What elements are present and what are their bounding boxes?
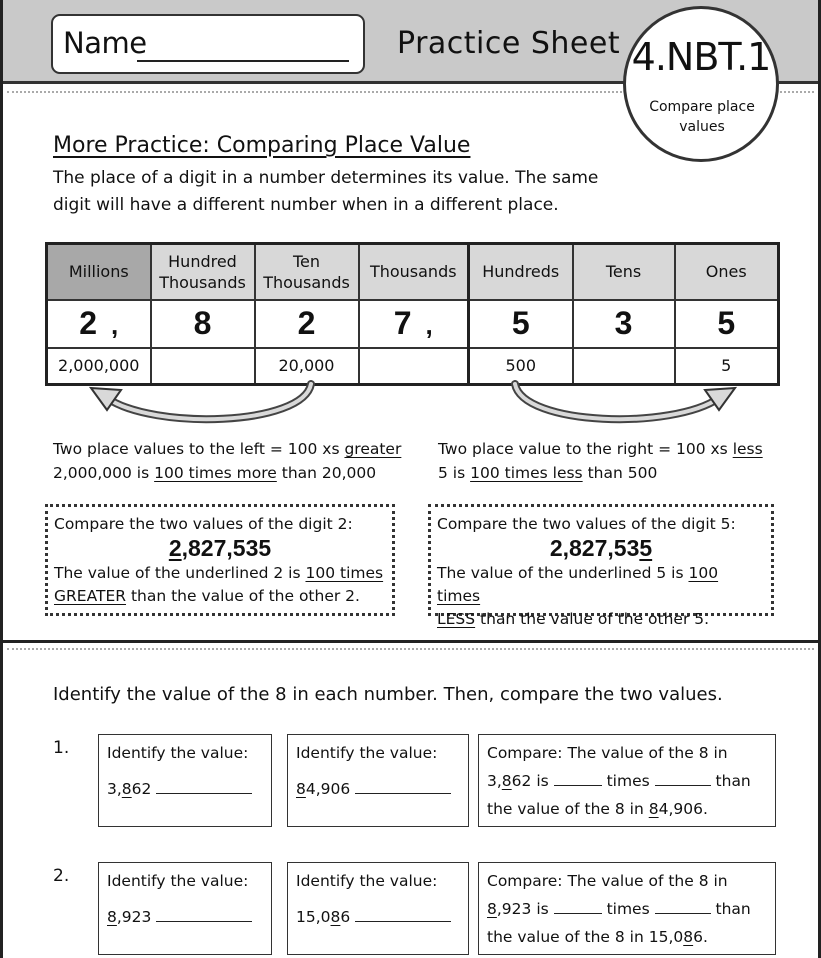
name-line <box>137 60 349 62</box>
value-cell: 20,000 <box>255 348 359 385</box>
compare-line-3 <box>487 923 767 951</box>
standard-code: 4.NBT.1 <box>631 35 771 79</box>
answer-blank[interactable] <box>355 910 451 922</box>
text: is <box>531 772 554 790</box>
header-hundreds: Hundreds <box>469 244 573 300</box>
text: . <box>702 928 708 946</box>
sheet-title: Practice Sheet <box>397 26 621 61</box>
right-note <box>438 437 763 485</box>
number-start: 2,827,53 <box>549 535 640 561</box>
digit: 3 <box>614 305 633 341</box>
right-note-line-2 <box>438 461 763 485</box>
text: than <box>710 772 751 790</box>
text: . <box>702 800 708 818</box>
text: The value of the underlined 5 is <box>437 564 689 582</box>
compare-line-1 <box>54 562 386 585</box>
text: Two place values to the left = 100 xs <box>53 440 345 458</box>
digit: 5 <box>511 305 530 341</box>
identify-number <box>296 775 460 803</box>
header-thousands: Thousands <box>359 244 469 300</box>
text: 2,000,000 is <box>53 464 155 482</box>
table-value-row <box>47 348 779 385</box>
underlined-text: greater <box>344 440 402 458</box>
text: than <box>710 900 751 918</box>
underlined-text: GREATER <box>54 587 127 605</box>
problem-2-compare-box[interactable] <box>478 862 776 955</box>
compare-line-2 <box>437 608 765 631</box>
text: the value of the 8 in <box>487 928 649 946</box>
problem-1-number: 1. <box>53 738 70 758</box>
compare-line-2 <box>487 767 767 795</box>
compare-line-1: Compare: The value of the 8 in <box>487 744 728 762</box>
compare-line-1 <box>437 562 765 608</box>
answer-blank[interactable] <box>156 782 252 794</box>
number-rest: ,827,535 <box>181 535 272 561</box>
value-cell: 5 <box>675 348 779 385</box>
problem-1-identify-box-2[interactable] <box>287 734 469 827</box>
text: 15,0 <box>296 908 331 926</box>
compare-line-2 <box>54 585 386 608</box>
text: The value of the underlined 2 is <box>54 564 306 582</box>
digit-cell <box>255 300 359 348</box>
text: 6 <box>693 928 703 946</box>
underlined-digit: 2 <box>168 535 182 561</box>
table-header-row <box>47 244 779 300</box>
dotted-divider-middle <box>7 648 814 650</box>
underlined-digit: 8 <box>487 900 497 918</box>
identify-label: Identify the value: <box>296 872 438 890</box>
digit-cell <box>47 300 151 348</box>
underlined-digit: 8 <box>683 928 694 946</box>
text: 5 is <box>438 464 471 482</box>
right-note-line-1 <box>438 437 763 461</box>
compare-line-2 <box>487 895 767 923</box>
value-cell <box>151 348 255 385</box>
identify-number <box>107 903 263 931</box>
header-ten-thousands: Ten Thousands <box>255 244 359 300</box>
value-cell: 2,000,000 <box>47 348 151 385</box>
section-separator <box>3 640 818 643</box>
comparison-blank[interactable] <box>655 902 711 914</box>
left-note-line-2 <box>53 461 401 485</box>
identify-label: Identify the value: <box>107 744 249 762</box>
compare-prompt: Compare the two values of the digit 2: <box>54 515 353 533</box>
digit-cell <box>359 300 469 348</box>
name-field-box[interactable] <box>51 14 365 74</box>
underlined-text: 100 times less <box>470 464 583 482</box>
problem-2-identify-box-1[interactable] <box>98 862 272 955</box>
value-cell: 500 <box>469 348 573 385</box>
table-digit-row <box>47 300 779 348</box>
compare-line-1: Compare: The value of the 8 in <box>487 872 728 890</box>
answer-blank[interactable] <box>156 910 252 922</box>
value-cell <box>359 348 469 385</box>
comma: , <box>425 310 433 340</box>
compare-number <box>54 536 386 561</box>
left-note-line-1 <box>53 437 401 461</box>
identify-label: Identify the value: <box>107 872 249 890</box>
underlined-digit: 8 <box>330 908 341 926</box>
text: is <box>531 900 554 918</box>
left-note <box>53 437 401 485</box>
digit-cell <box>469 300 573 348</box>
text: than 20,000 <box>276 464 377 482</box>
problem-2-identify-box-2[interactable] <box>287 862 469 955</box>
text: 62 <box>131 780 152 798</box>
digit: 8 <box>193 305 212 341</box>
underlined-text: 100 times more <box>154 464 277 482</box>
text: the value of the 8 in <box>487 800 649 818</box>
standard-description: Compare place values <box>649 99 755 135</box>
instructions: Identify the value of the 8 in each number. Then, compare the two values. <box>53 684 723 705</box>
answer-blank[interactable] <box>355 782 451 794</box>
times-blank[interactable] <box>554 774 602 786</box>
text: than the value of the other 2. <box>126 587 360 605</box>
text: than 500 <box>582 464 658 482</box>
digit-cell <box>675 300 779 348</box>
digit: 5 <box>717 305 736 341</box>
header-hundred-thousands: Hundred Thousands <box>151 244 255 300</box>
text: 6 <box>340 908 351 926</box>
problem-2-number: 2. <box>53 866 70 886</box>
intro-text: The place of a digit in a number determines its value. The same digit will have a different number when in a different place. <box>53 168 599 215</box>
underlined-digit: 8 <box>107 908 117 926</box>
compare-prompt: Compare the two values of the digit 5: <box>437 515 736 533</box>
header-ones: Ones <box>675 244 779 300</box>
text: 4,906 <box>658 800 703 818</box>
comparison-blank[interactable] <box>655 774 711 786</box>
identify-number <box>107 775 263 803</box>
value-cell <box>573 348 675 385</box>
comma: , <box>111 310 119 340</box>
text: 62 <box>511 772 532 790</box>
compare-number <box>437 536 765 561</box>
digit: 7 <box>393 305 412 341</box>
compare-line-3 <box>487 795 767 823</box>
compare-box-right <box>428 504 774 628</box>
text: than the value of the other 5. <box>475 610 710 628</box>
digit-cell <box>151 300 255 348</box>
problem-1-identify-box-1[interactable] <box>98 734 272 827</box>
header-tens: Tens <box>573 244 675 300</box>
text: times <box>601 772 655 790</box>
underlined-digit: 8 <box>296 780 306 798</box>
place-value-table <box>45 242 780 386</box>
underlined-text: 100 times <box>305 564 384 582</box>
text: 15,0 <box>648 928 684 946</box>
section-title: More Practice: Comparing Place Value <box>53 133 471 158</box>
text: Two place value to the right = 100 xs <box>438 440 733 458</box>
digit: 2 <box>297 305 316 341</box>
underlined-text: LESS <box>437 610 476 628</box>
underlined-digit: 5 <box>639 535 653 561</box>
underlined-digit: 8 <box>121 780 132 798</box>
underlined-text: less <box>732 440 763 458</box>
text: times <box>601 900 655 918</box>
underlined-digit: 8 <box>648 800 659 818</box>
text: 4,906 <box>305 780 351 798</box>
digit-cell <box>573 300 675 348</box>
digit: 2 <box>79 305 98 341</box>
text: ,923 <box>496 900 532 918</box>
text: 3, <box>107 780 122 798</box>
underlined-digit: 8 <box>501 772 512 790</box>
name-label: Name <box>63 26 147 60</box>
identify-number <box>296 903 460 931</box>
text: 3, <box>487 772 502 790</box>
problem-1-compare-box[interactable] <box>478 734 776 827</box>
text: ,923 <box>116 908 152 926</box>
standard-badge <box>623 6 779 162</box>
header-millions: Millions <box>47 244 151 300</box>
times-blank[interactable] <box>554 902 602 914</box>
identify-label: Identify the value: <box>296 744 438 762</box>
compare-box-left <box>45 504 395 616</box>
comparison-arrows <box>3 380 821 440</box>
underlined-text: 100 times <box>437 564 719 605</box>
